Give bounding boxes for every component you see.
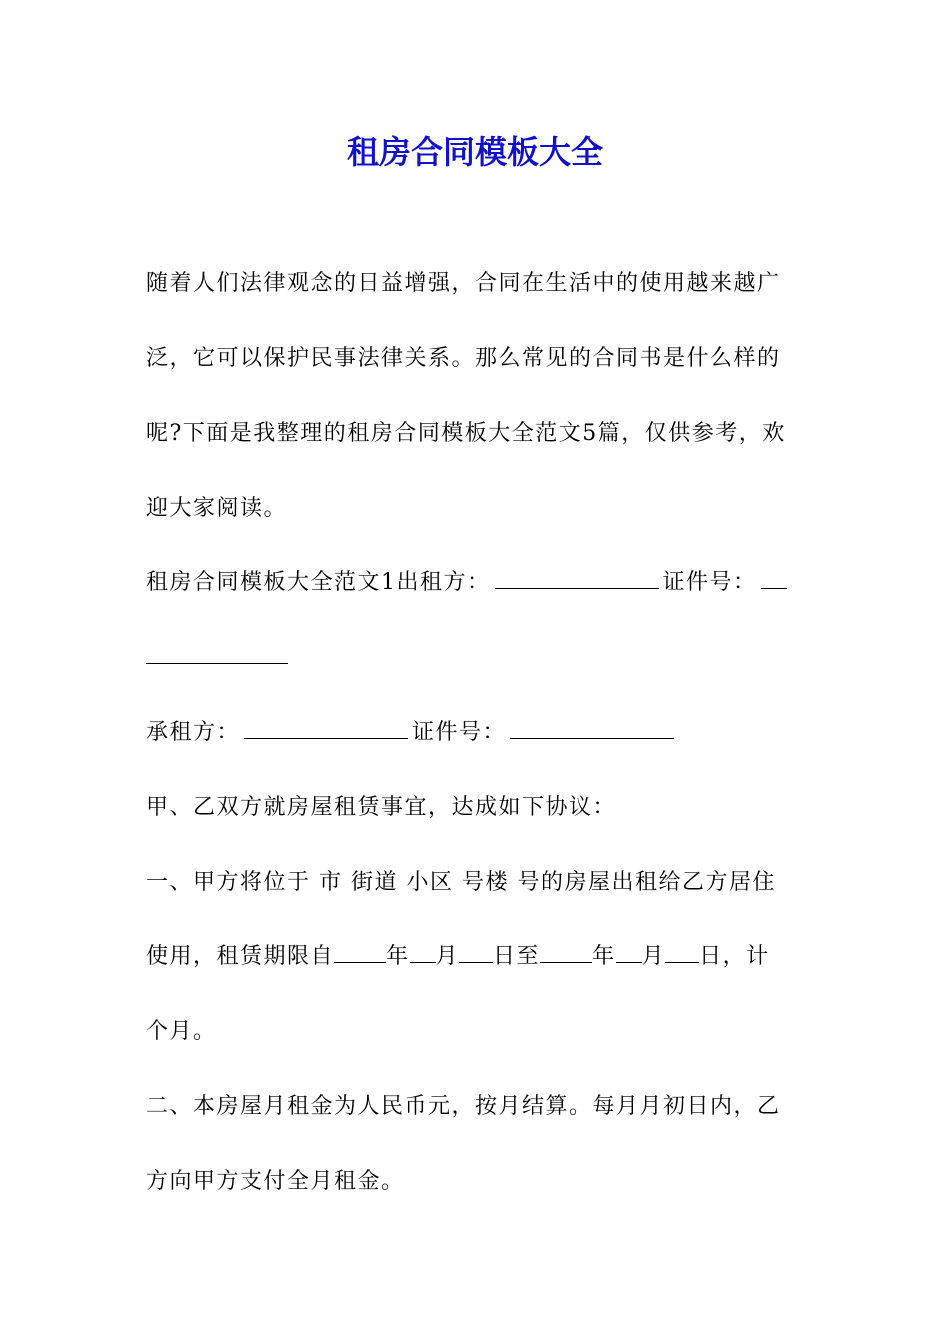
intro-line-3: 呢?下面是我整理的租房合同模板大全范文5篇，仅供参考，欢: [146, 421, 786, 446]
start-month-blank: [410, 942, 436, 963]
year-label: 年: [386, 944, 410, 969]
sample1-heading-line: [146, 563, 816, 603]
month-label: 月: [435, 944, 460, 969]
lease-term-label: 使用，租赁期限自: [146, 944, 335, 969]
lessor-id-blank-end: [146, 643, 288, 664]
clause2-line-1: 二、本房屋月租金为人民币元，按月结算。每月月初日内，乙: [146, 1094, 781, 1119]
end-year-blank: [540, 942, 592, 963]
intro-line-4: 迎大家阅读。: [146, 496, 288, 521]
tenant-blank: [244, 718, 408, 739]
start-day-blank: [459, 942, 493, 963]
start-year-blank: [334, 942, 386, 963]
tenant-label: 承租方：: [146, 720, 241, 745]
lessor-blank: [495, 568, 659, 589]
day-end-label: 日，计: [699, 944, 770, 969]
day-to-label: 日至: [493, 944, 541, 969]
agreement-intro: 甲、乙双方就房屋租赁事宜，达成如下协议：: [146, 795, 617, 820]
tenant-line: [146, 713, 816, 753]
month-label-2: 月: [641, 944, 666, 969]
lessor-id-label: 证件号：: [662, 570, 757, 595]
clause2-line-2: 方向甲方支付全月租金。: [146, 1169, 405, 1194]
sample1-heading: 租房合同模板大全范文1出租方：: [146, 570, 491, 595]
end-month-blank: [616, 942, 642, 963]
tenant-id-label: 证件号：: [412, 720, 507, 745]
lessor-id-blank-start: [761, 568, 787, 589]
clause1-line-2: [146, 937, 816, 977]
intro-line-2: 泛，它可以保护民事法律关系。那么常见的合同书是什么样的: [146, 346, 781, 371]
clause1-line-1: 一、甲方将位于 市 街道 小区 号楼 号的房屋出租给乙方居住: [146, 870, 776, 895]
tenant-id-blank: [510, 718, 674, 739]
end-day-blank: [665, 942, 699, 963]
year-label-2: 年: [592, 944, 616, 969]
clause1-line-3: 个月。: [146, 1019, 217, 1044]
lessor-id-continuation: [146, 638, 816, 678]
document-title: 租房合同模板大全: [346, 133, 603, 171]
intro-line-1: 随着人们法律观念的日益增强，合同在生活中的使用越来越广: [146, 271, 781, 296]
